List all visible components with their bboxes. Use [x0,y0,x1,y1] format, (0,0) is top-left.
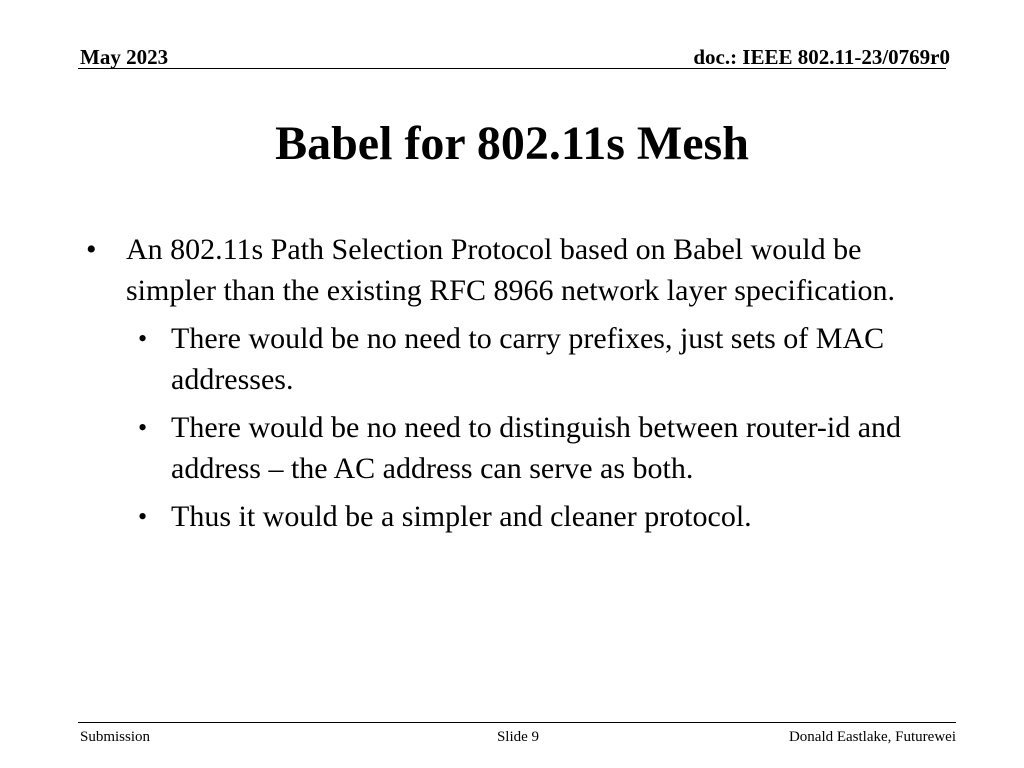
header-date: May 2023 [80,45,169,69]
footer-divider [78,722,956,723]
bullet-item [80,229,940,537]
header-divider [78,68,946,69]
footer-author: Donald Eastlake, Futurewei [788,729,956,745]
footer-submission: Submission [80,729,151,745]
footer-slide-number: Slide 9 [496,729,540,745]
bullet-icon: • [138,324,148,353]
sub-bullet-text: There would be no need to distinguish between router-id and address – the AC address can serve as both. [171,411,902,485]
sub-bullet-item [126,318,940,400]
bullet-text: An 802.11s Path Selection Protocol based on Babel would be simpler than the existing RFC 8966 network layer specification. [126,233,896,307]
sub-bullet-item [126,496,940,537]
sub-bullet-item [126,407,940,489]
sub-bullet-text: There would be no need to carry prefixes, just sets of MAC addresses. [171,322,885,396]
bullet-icon: • [138,413,148,442]
sub-bullet-list [126,318,940,537]
header-doc-id: doc.: IEEE 802.11-23/0769r0 [693,45,950,69]
bullet-list [80,229,940,537]
sub-bullet-text: Thus it would be a simpler and cleaner protocol. [171,500,752,533]
bullet-icon: • [138,502,148,531]
bullet-icon: • [86,233,97,266]
slide-title: Babel for 802.11s Mesh [275,117,749,170]
